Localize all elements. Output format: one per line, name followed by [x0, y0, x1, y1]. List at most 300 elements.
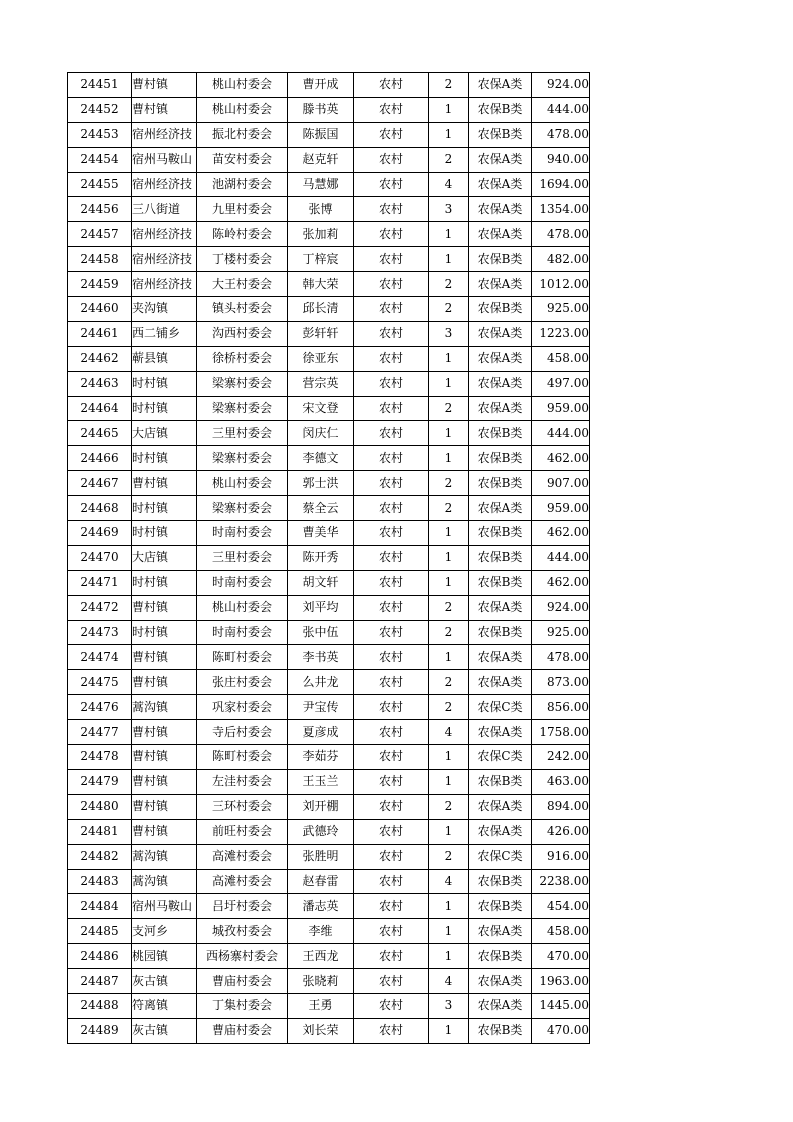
area-type-cell: 农村	[354, 545, 429, 570]
town-cell: 曹村镇	[132, 720, 197, 745]
table-row	[68, 272, 590, 297]
insurance-category-cell: 农保A类	[469, 595, 532, 620]
area-type-cell: 农村	[354, 521, 429, 546]
insurance-category-cell: 农保C类	[469, 844, 532, 869]
table-row	[68, 496, 590, 521]
insurance-category-cell: 农保C类	[469, 695, 532, 720]
amount-cell: 482.00	[532, 247, 590, 272]
person-name-cell: 李维	[288, 919, 354, 944]
town-cell: 桃园镇	[132, 944, 197, 969]
table-row	[68, 421, 590, 446]
town-cell: 曹村镇	[132, 670, 197, 695]
household-count-cell: 2	[429, 844, 469, 869]
village-committee-cell: 时南村委会	[197, 521, 288, 546]
person-name-cell: 邱长清	[288, 297, 354, 322]
amount-cell: 959.00	[532, 496, 590, 521]
amount-cell: 1223.00	[532, 321, 590, 346]
area-type-cell: 农村	[354, 869, 429, 894]
amount-cell: 1963.00	[532, 969, 590, 994]
area-type-cell: 农村	[354, 595, 429, 620]
insurance-category-cell: 农保A类	[469, 197, 532, 222]
record-id-cell: 24466	[68, 446, 132, 471]
person-name-cell: 刘平均	[288, 595, 354, 620]
record-id-cell: 24471	[68, 570, 132, 595]
town-cell: 宿州经济技	[132, 122, 197, 147]
table-row	[68, 620, 590, 645]
person-name-cell: 李茹芬	[288, 745, 354, 770]
insurance-category-cell: 农保A类	[469, 919, 532, 944]
village-committee-cell: 左洼村委会	[197, 769, 288, 794]
household-count-cell: 1	[429, 247, 469, 272]
insurance-category-cell: 农保C类	[469, 745, 532, 770]
amount-cell: 454.00	[532, 894, 590, 919]
area-type-cell: 农村	[354, 496, 429, 521]
table-row	[68, 321, 590, 346]
town-cell: 蒿沟镇	[132, 869, 197, 894]
area-type-cell: 农村	[354, 297, 429, 322]
record-id-cell: 24458	[68, 247, 132, 272]
town-cell: 宿州马鞍山	[132, 147, 197, 172]
amount-cell: 959.00	[532, 396, 590, 421]
household-count-cell: 1	[429, 819, 469, 844]
insurance-category-cell: 农保B类	[469, 247, 532, 272]
village-committee-cell: 城孜村委会	[197, 919, 288, 944]
amount-cell: 470.00	[532, 1018, 590, 1043]
household-count-cell: 2	[429, 620, 469, 645]
town-cell: 曹村镇	[132, 819, 197, 844]
town-cell: 蒿沟镇	[132, 695, 197, 720]
household-count-cell: 1	[429, 944, 469, 969]
person-name-cell: 宋文登	[288, 396, 354, 421]
record-id-cell: 24482	[68, 844, 132, 869]
person-name-cell: 蔡全云	[288, 496, 354, 521]
record-id-cell: 24457	[68, 222, 132, 247]
village-committee-cell: 九里村委会	[197, 197, 288, 222]
amount-cell: 924.00	[532, 595, 590, 620]
town-cell: 宿州马鞍山	[132, 894, 197, 919]
record-id-cell: 24488	[68, 993, 132, 1018]
town-cell: 宿州经济技	[132, 272, 197, 297]
village-committee-cell: 曹庙村委会	[197, 1018, 288, 1043]
household-count-cell: 1	[429, 1018, 469, 1043]
household-count-cell: 3	[429, 993, 469, 1018]
area-type-cell: 农村	[354, 1018, 429, 1043]
household-count-cell: 1	[429, 122, 469, 147]
village-committee-cell: 苗安村委会	[197, 147, 288, 172]
village-committee-cell: 高滩村委会	[197, 844, 288, 869]
area-type-cell: 农村	[354, 919, 429, 944]
record-id-cell: 24480	[68, 794, 132, 819]
person-name-cell: 王玉兰	[288, 769, 354, 794]
table-row	[68, 944, 590, 969]
record-id-cell: 24485	[68, 919, 132, 944]
village-committee-cell: 三里村委会	[197, 545, 288, 570]
amount-cell: 444.00	[532, 421, 590, 446]
table-row	[68, 745, 590, 770]
amount-cell: 925.00	[532, 620, 590, 645]
person-name-cell: 张中伍	[288, 620, 354, 645]
village-committee-cell: 巩家村委会	[197, 695, 288, 720]
record-id-cell: 24467	[68, 471, 132, 496]
record-id-cell: 24461	[68, 321, 132, 346]
record-id-cell: 24474	[68, 645, 132, 670]
insurance-category-cell: 农保A类	[469, 272, 532, 297]
amount-cell: 458.00	[532, 919, 590, 944]
amount-cell: 1758.00	[532, 720, 590, 745]
town-cell: 曹村镇	[132, 595, 197, 620]
person-name-cell: 王西龙	[288, 944, 354, 969]
record-id-cell: 24462	[68, 346, 132, 371]
household-count-cell: 1	[429, 919, 469, 944]
person-name-cell: 韩大荣	[288, 272, 354, 297]
area-type-cell: 农村	[354, 247, 429, 272]
household-count-cell: 2	[429, 471, 469, 496]
village-committee-cell: 时南村委会	[197, 570, 288, 595]
record-id-cell: 24470	[68, 545, 132, 570]
household-count-cell: 2	[429, 297, 469, 322]
table-row	[68, 197, 590, 222]
town-cell: 时村镇	[132, 371, 197, 396]
village-committee-cell: 梁寨村委会	[197, 371, 288, 396]
insurance-category-cell: 农保A类	[469, 346, 532, 371]
town-cell: 时村镇	[132, 446, 197, 471]
person-name-cell: 曹开成	[288, 73, 354, 98]
table-row	[68, 794, 590, 819]
area-type-cell: 农村	[354, 346, 429, 371]
amount-cell: 444.00	[532, 545, 590, 570]
area-type-cell: 农村	[354, 396, 429, 421]
person-name-cell: 胡文轩	[288, 570, 354, 595]
village-committee-cell: 曹庙村委会	[197, 969, 288, 994]
household-count-cell: 3	[429, 197, 469, 222]
household-count-cell: 1	[429, 521, 469, 546]
amount-cell: 894.00	[532, 794, 590, 819]
table-row	[68, 396, 590, 421]
insurance-category-cell: 农保B类	[469, 446, 532, 471]
insurance-category-cell: 农保A类	[469, 720, 532, 745]
table-row	[68, 122, 590, 147]
village-committee-cell: 时南村委会	[197, 620, 288, 645]
amount-cell: 497.00	[532, 371, 590, 396]
record-id-cell: 24452	[68, 97, 132, 122]
record-id-cell: 24473	[68, 620, 132, 645]
village-committee-cell: 前旺村委会	[197, 819, 288, 844]
village-committee-cell: 三环村委会	[197, 794, 288, 819]
amount-cell: 242.00	[532, 745, 590, 770]
amount-cell: 463.00	[532, 769, 590, 794]
table-row	[68, 993, 590, 1018]
household-count-cell: 1	[429, 545, 469, 570]
allowance-table	[67, 72, 590, 1044]
person-name-cell: 刘长荣	[288, 1018, 354, 1043]
insurance-category-cell: 农保A类	[469, 670, 532, 695]
insurance-category-cell: 农保A类	[469, 321, 532, 346]
table-row	[68, 769, 590, 794]
area-type-cell: 农村	[354, 819, 429, 844]
insurance-category-cell: 农保A类	[469, 222, 532, 247]
village-committee-cell: 梁寨村委会	[197, 446, 288, 471]
insurance-category-cell: 农保A类	[469, 993, 532, 1018]
insurance-category-cell: 农保A类	[469, 172, 532, 197]
person-name-cell: 张胜明	[288, 844, 354, 869]
area-type-cell: 农村	[354, 769, 429, 794]
town-cell: 大店镇	[132, 421, 197, 446]
person-name-cell: 武德玲	[288, 819, 354, 844]
record-id-cell: 24481	[68, 819, 132, 844]
area-type-cell: 农村	[354, 670, 429, 695]
person-name-cell: 尹宝传	[288, 695, 354, 720]
town-cell: 大店镇	[132, 545, 197, 570]
household-count-cell: 1	[429, 769, 469, 794]
household-count-cell: 1	[429, 371, 469, 396]
town-cell: 曹村镇	[132, 769, 197, 794]
record-id-cell: 24453	[68, 122, 132, 147]
area-type-cell: 农村	[354, 745, 429, 770]
village-committee-cell: 桃山村委会	[197, 595, 288, 620]
record-id-cell: 24469	[68, 521, 132, 546]
town-cell: 曹村镇	[132, 73, 197, 98]
household-count-cell: 2	[429, 396, 469, 421]
area-type-cell: 农村	[354, 794, 429, 819]
insurance-category-cell: 农保A类	[469, 819, 532, 844]
insurance-category-cell: 农保B类	[469, 297, 532, 322]
village-committee-cell: 梁寨村委会	[197, 396, 288, 421]
record-id-cell: 24484	[68, 894, 132, 919]
household-count-cell: 4	[429, 869, 469, 894]
insurance-category-cell: 农保B类	[469, 471, 532, 496]
insurance-category-cell: 农保B类	[469, 869, 532, 894]
record-id-cell: 24451	[68, 73, 132, 98]
village-committee-cell: 桃山村委会	[197, 97, 288, 122]
amount-cell: 478.00	[532, 122, 590, 147]
area-type-cell: 农村	[354, 570, 429, 595]
town-cell: 蕲县镇	[132, 346, 197, 371]
person-name-cell: 么井龙	[288, 670, 354, 695]
household-count-cell: 2	[429, 147, 469, 172]
amount-cell: 925.00	[532, 297, 590, 322]
table-row	[68, 844, 590, 869]
record-id-cell: 24468	[68, 496, 132, 521]
person-name-cell: 郭士洪	[288, 471, 354, 496]
area-type-cell: 农村	[354, 471, 429, 496]
record-id-cell: 24479	[68, 769, 132, 794]
person-name-cell: 马慧娜	[288, 172, 354, 197]
person-name-cell: 陈振国	[288, 122, 354, 147]
record-id-cell: 24455	[68, 172, 132, 197]
amount-cell: 1354.00	[532, 197, 590, 222]
household-count-cell: 2	[429, 695, 469, 720]
insurance-category-cell: 农保B类	[469, 521, 532, 546]
household-count-cell: 1	[429, 346, 469, 371]
village-committee-cell: 大王村委会	[197, 272, 288, 297]
table-row	[68, 73, 590, 98]
amount-cell: 458.00	[532, 346, 590, 371]
table-body	[68, 73, 590, 1044]
town-cell: 宿州经济技	[132, 172, 197, 197]
amount-cell: 470.00	[532, 944, 590, 969]
amount-cell: 478.00	[532, 222, 590, 247]
town-cell: 支河乡	[132, 919, 197, 944]
insurance-category-cell: 农保A类	[469, 147, 532, 172]
household-count-cell: 1	[429, 446, 469, 471]
area-type-cell: 农村	[354, 122, 429, 147]
area-type-cell: 农村	[354, 421, 429, 446]
household-count-cell: 2	[429, 794, 469, 819]
household-count-cell: 1	[429, 570, 469, 595]
person-name-cell: 潘志英	[288, 894, 354, 919]
household-count-cell: 1	[429, 222, 469, 247]
village-committee-cell: 高滩村委会	[197, 869, 288, 894]
record-id-cell: 24472	[68, 595, 132, 620]
amount-cell: 873.00	[532, 670, 590, 695]
record-id-cell: 24487	[68, 969, 132, 994]
area-type-cell: 农村	[354, 620, 429, 645]
person-name-cell: 李德文	[288, 446, 354, 471]
person-name-cell: 赵春雷	[288, 869, 354, 894]
area-type-cell: 农村	[354, 197, 429, 222]
table-row	[68, 147, 590, 172]
record-id-cell: 24489	[68, 1018, 132, 1043]
area-type-cell: 农村	[354, 272, 429, 297]
table-row	[68, 595, 590, 620]
record-id-cell: 24459	[68, 272, 132, 297]
amount-cell: 907.00	[532, 471, 590, 496]
record-id-cell: 24460	[68, 297, 132, 322]
town-cell: 灰古镇	[132, 969, 197, 994]
table-row	[68, 521, 590, 546]
insurance-category-cell: 农保B类	[469, 620, 532, 645]
area-type-cell: 农村	[354, 147, 429, 172]
table-row	[68, 346, 590, 371]
area-type-cell: 农村	[354, 944, 429, 969]
amount-cell: 462.00	[532, 446, 590, 471]
amount-cell: 462.00	[532, 570, 590, 595]
person-name-cell: 徐亚东	[288, 346, 354, 371]
amount-cell: 1445.00	[532, 993, 590, 1018]
household-count-cell: 2	[429, 595, 469, 620]
household-count-cell: 1	[429, 745, 469, 770]
insurance-category-cell: 农保B类	[469, 570, 532, 595]
area-type-cell: 农村	[354, 844, 429, 869]
table-row	[68, 720, 590, 745]
town-cell: 曹村镇	[132, 471, 197, 496]
amount-cell: 916.00	[532, 844, 590, 869]
table-row	[68, 919, 590, 944]
table-row	[68, 371, 590, 396]
table-row	[68, 645, 590, 670]
person-name-cell: 张博	[288, 197, 354, 222]
village-committee-cell: 陈岭村委会	[197, 222, 288, 247]
area-type-cell: 农村	[354, 371, 429, 396]
insurance-category-cell: 农保B类	[469, 769, 532, 794]
area-type-cell: 农村	[354, 645, 429, 670]
village-committee-cell: 桃山村委会	[197, 471, 288, 496]
area-type-cell: 农村	[354, 321, 429, 346]
household-count-cell: 4	[429, 172, 469, 197]
insurance-category-cell: 农保B类	[469, 545, 532, 570]
household-count-cell: 1	[429, 894, 469, 919]
table-row	[68, 969, 590, 994]
amount-cell: 478.00	[532, 645, 590, 670]
town-cell: 曹村镇	[132, 97, 197, 122]
record-id-cell: 24477	[68, 720, 132, 745]
table-row	[68, 1018, 590, 1043]
area-type-cell: 农村	[354, 97, 429, 122]
area-type-cell: 农村	[354, 894, 429, 919]
town-cell: 时村镇	[132, 620, 197, 645]
insurance-category-cell: 农保B类	[469, 1018, 532, 1043]
town-cell: 宿州经济技	[132, 247, 197, 272]
village-committee-cell: 振北村委会	[197, 122, 288, 147]
record-id-cell: 24476	[68, 695, 132, 720]
household-count-cell: 2	[429, 496, 469, 521]
person-name-cell: 彭轩轩	[288, 321, 354, 346]
table-row	[68, 247, 590, 272]
village-committee-cell: 丁集村委会	[197, 993, 288, 1018]
person-name-cell: 赵克轩	[288, 147, 354, 172]
town-cell: 灰古镇	[132, 1018, 197, 1043]
village-committee-cell: 张庄村委会	[197, 670, 288, 695]
insurance-category-cell: 农保B类	[469, 97, 532, 122]
amount-cell: 940.00	[532, 147, 590, 172]
household-count-cell: 1	[429, 97, 469, 122]
village-committee-cell: 镇头村委会	[197, 297, 288, 322]
person-name-cell: 张晓莉	[288, 969, 354, 994]
area-type-cell: 农村	[354, 446, 429, 471]
area-type-cell: 农村	[354, 73, 429, 98]
village-committee-cell: 吕圩村委会	[197, 894, 288, 919]
area-type-cell: 农村	[354, 222, 429, 247]
village-committee-cell: 徐桥村委会	[197, 346, 288, 371]
village-committee-cell: 陈町村委会	[197, 645, 288, 670]
village-committee-cell: 寺后村委会	[197, 720, 288, 745]
town-cell: 时村镇	[132, 521, 197, 546]
record-id-cell: 24483	[68, 869, 132, 894]
table-row	[68, 172, 590, 197]
village-committee-cell: 西杨寨村委会	[197, 944, 288, 969]
town-cell: 时村镇	[132, 396, 197, 421]
household-count-cell: 2	[429, 272, 469, 297]
person-name-cell: 滕书英	[288, 97, 354, 122]
village-committee-cell: 沟西村委会	[197, 321, 288, 346]
household-count-cell: 2	[429, 73, 469, 98]
insurance-category-cell: 农保A类	[469, 371, 532, 396]
insurance-category-cell: 农保A类	[469, 645, 532, 670]
household-count-cell: 3	[429, 321, 469, 346]
record-id-cell: 24456	[68, 197, 132, 222]
town-cell: 符离镇	[132, 993, 197, 1018]
household-count-cell: 1	[429, 645, 469, 670]
town-cell: 时村镇	[132, 496, 197, 521]
area-type-cell: 农村	[354, 969, 429, 994]
town-cell: 曹村镇	[132, 645, 197, 670]
table-row	[68, 471, 590, 496]
town-cell: 曹村镇	[132, 745, 197, 770]
amount-cell: 2238.00	[532, 869, 590, 894]
town-cell: 三八街道	[132, 197, 197, 222]
household-count-cell: 1	[429, 421, 469, 446]
table-row	[68, 819, 590, 844]
insurance-category-cell: 农保B类	[469, 944, 532, 969]
area-type-cell: 农村	[354, 720, 429, 745]
person-name-cell: 曹美华	[288, 521, 354, 546]
area-type-cell: 农村	[354, 993, 429, 1018]
table-row	[68, 222, 590, 247]
village-committee-cell: 丁楼村委会	[197, 247, 288, 272]
person-name-cell: 李书英	[288, 645, 354, 670]
amount-cell: 856.00	[532, 695, 590, 720]
household-count-cell: 2	[429, 670, 469, 695]
